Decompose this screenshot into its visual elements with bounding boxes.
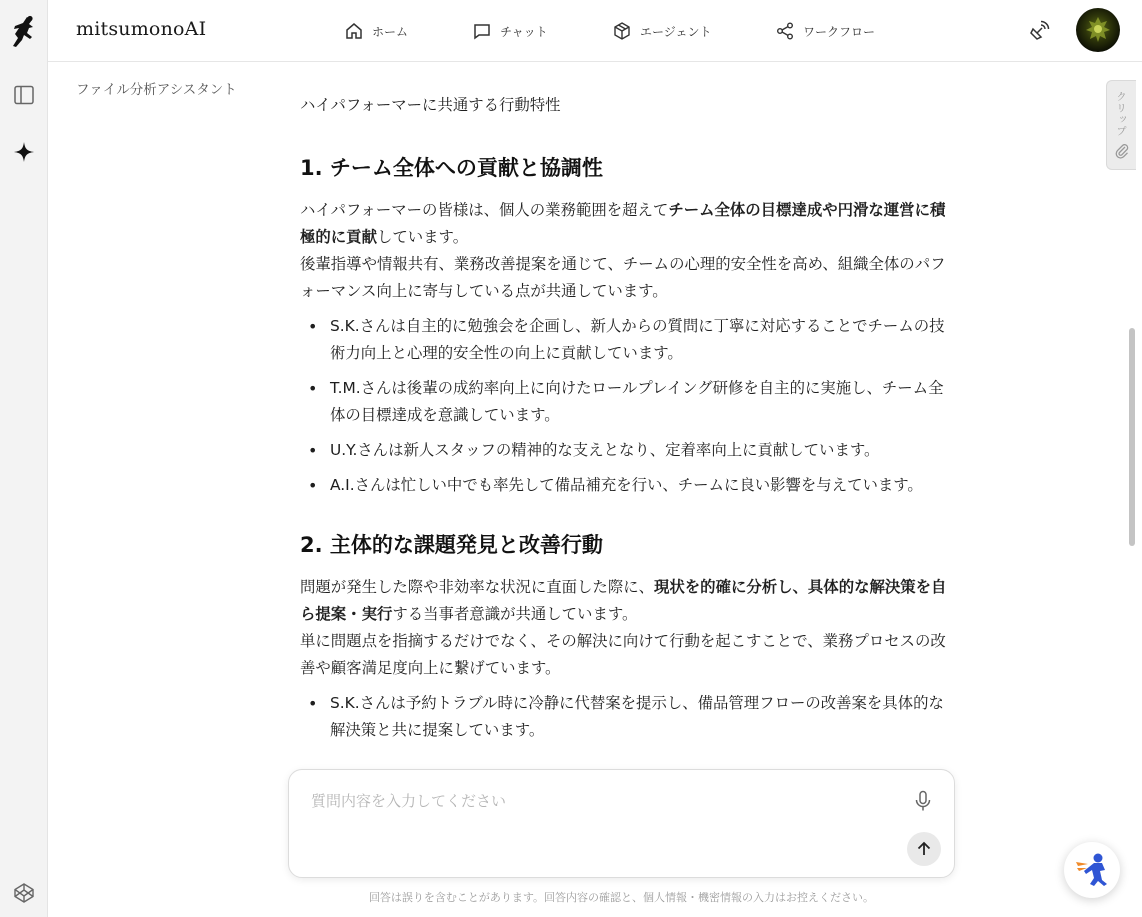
top-header <box>48 0 1142 62</box>
nav-home[interactable] <box>344 0 408 62</box>
message-intro: ハイパフォーマーに共通する行動特性 <box>300 96 561 114</box>
disclaimer-text: 回答は誤りを含むことがあります。回答内容の確認と、個人情報・機密情報の入力はお控えください。 <box>368 891 875 904</box>
mic-button[interactable] <box>910 788 936 814</box>
send-button[interactable] <box>907 832 941 866</box>
home-icon <box>344 21 364 41</box>
content-scrollbar[interactable] <box>1128 62 1136 760</box>
codepen-cube-icon[interactable] <box>8 877 40 909</box>
breadcrumb[interactable]: ファイル分析アシスタント <box>76 82 237 98</box>
left-rail <box>0 0 48 917</box>
section-paragraph: 後輩指導や情報共有、業務改善提案を通じて、チームの心理的安全性を高め、組織全体のパフォーマンス向上に寄与している点が共通しています。 <box>300 255 946 300</box>
list-item: • S.K.さんは自主的に勉強会を企画し、新人からの質問に丁寧に対応することでチームの技術力向上と心理的安全性の向上に貢献しています。 <box>300 313 956 367</box>
nav-workflow[interactable] <box>775 0 875 62</box>
nav-chat[interactable] <box>472 0 548 62</box>
list-item: • T.M.さんは後輩の成約率向上に向けたロールプレイング研修を自主的に実施し、チーム全体の目標達成を意識しています。 <box>300 375 956 429</box>
nav-agent[interactable] <box>612 0 712 62</box>
nav-workflow-label: ワークフロー <box>803 24 876 39</box>
satellite-signal-icon <box>1028 20 1050 42</box>
section-paragraph: 問題が発生した際や非効率な状況に直面した際に、現状を的確に分析し、具体的な解決策を自ら提案・実行する当事者意識が共通しています。 <box>300 578 947 623</box>
assistant-fab-button[interactable] <box>1064 842 1120 898</box>
sparkle-icon[interactable] <box>8 136 40 168</box>
question-input[interactable] <box>311 788 891 814</box>
section-paragraph: ハイパフォーマーの皆様は、個人の業務範囲を超えてチーム全体の目標達成や円滑な運営に積極的に貢献しています。 <box>300 201 946 246</box>
nav-chat-label: チャット <box>500 24 548 39</box>
nav-home-label: ホーム <box>372 24 409 39</box>
workflow-share-icon <box>775 21 795 41</box>
arrow-up-icon <box>915 840 933 858</box>
nav-agent-label: エージェント <box>640 24 712 39</box>
sidebar-toggle-icon[interactable] <box>8 79 40 111</box>
list-item: • A.I.さんは忙しい中でも率先して備品補充を行い、チームに良い影響を与えています。 <box>300 472 956 499</box>
avatar[interactable] <box>1076 8 1120 52</box>
chat-icon <box>472 21 492 41</box>
section-heading: 1. チーム全体への貢献と協調性 <box>300 156 603 180</box>
microphone-icon <box>914 790 932 812</box>
brand-title[interactable]: mitsumonoAI <box>76 18 207 40</box>
bullet-list <box>300 690 956 744</box>
scrollbar-thumb[interactable] <box>1129 328 1135 546</box>
bullet-list <box>300 313 956 499</box>
list-item: • U.Y.さんは新人スタッフの精神的な支えとなり、定着率向上に貢献しています。 <box>300 437 956 464</box>
broadcast-button[interactable] <box>1028 0 1050 62</box>
section-paragraph: 単に問題点を指摘するだけでなく、その解決に向けて行動を起こすことで、業務プロセスの改善や顧客満足度向上に繋げています。 <box>300 632 946 677</box>
list-item: • S.K.さんは予約トラブル時に冷静に代替案を提示し、備品管理フローの改善案を具体的な解決策と共に提案しています。 <box>300 690 956 744</box>
clip-label: クリップ <box>1115 91 1127 137</box>
paperclip-icon <box>1115 143 1129 159</box>
ninja-mascot-icon <box>1072 850 1112 890</box>
chat-composer <box>288 769 955 878</box>
section-heading: 2. 主体的な課題発見と改善行動 <box>300 533 603 557</box>
agent-cube-icon <box>612 21 632 41</box>
assistant-message <box>300 92 956 760</box>
logo-runner-icon[interactable] <box>8 16 40 48</box>
